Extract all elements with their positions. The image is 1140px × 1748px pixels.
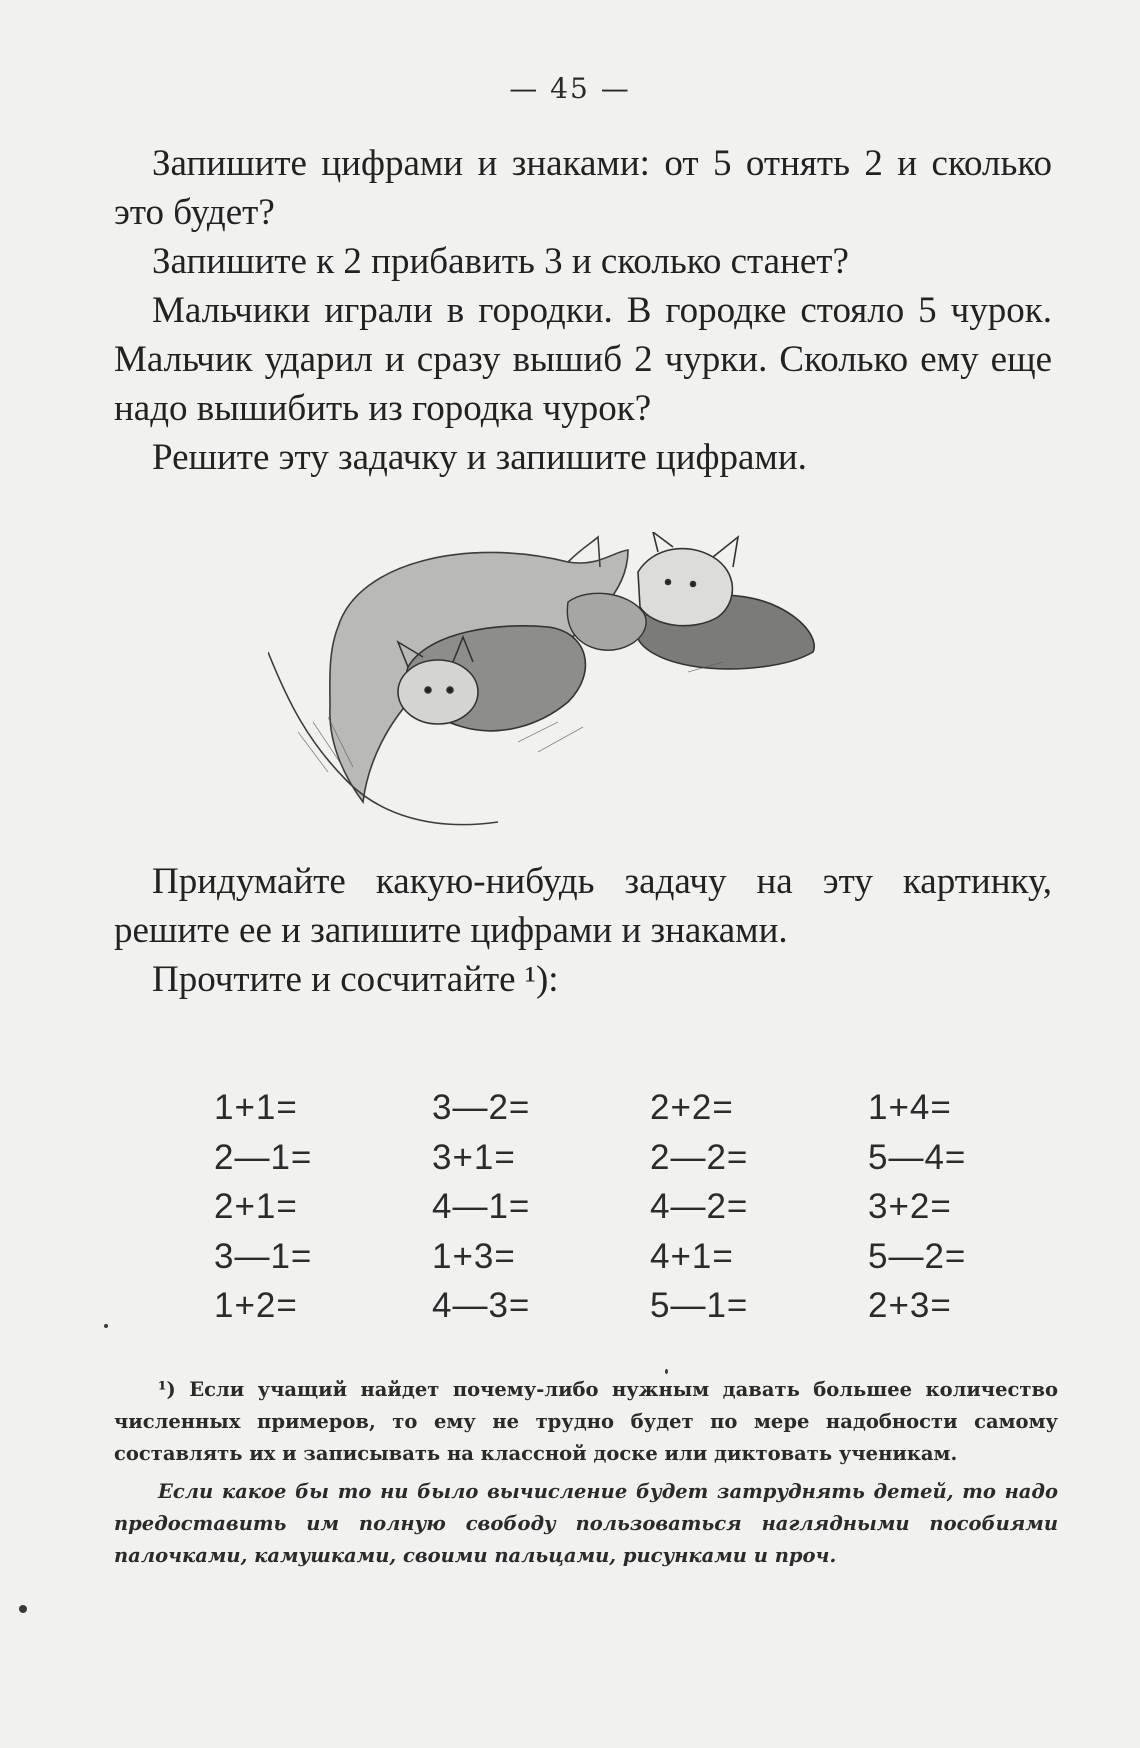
footnote-1: ¹) Если учащий найдет почему-либо нужным давать большее количество численных примеров, то ему не трудно будет по мере надобности самому составлять их и записывать на классной доске или диктовать ученикам.	[114, 1378, 1058, 1465]
arithmetic-expression: 5—1=	[650, 1286, 749, 1325]
arithmetic-expression: 2+1=	[214, 1187, 298, 1226]
page-number: — 45 —	[509, 72, 631, 105]
scan-speck	[104, 1324, 108, 1328]
arithmetic-expression: 4—1=	[432, 1187, 531, 1226]
kitten-sleeping-drawing	[567, 593, 646, 650]
arithmetic-expression: 2—1=	[214, 1137, 313, 1177]
arithmetic-expression: 4+1=	[650, 1236, 734, 1276]
arithmetic-expression: 3—2=	[432, 1088, 531, 1127]
arithmetic-expression: 1+1=	[214, 1088, 298, 1127]
footnotes	[114, 1374, 1058, 1572]
kitten-right-drawing	[636, 532, 814, 669]
arithmetic-expression: 1+3=	[432, 1236, 516, 1276]
scan-speck	[665, 1369, 668, 1374]
arithmetic-expression: 2—2=	[650, 1137, 749, 1177]
cats-illustration	[268, 532, 908, 842]
paragraph: Придумайте какую-нибудь задачу на эту картинку, решите ее и запишите цифрами и знаками.	[114, 861, 1052, 951]
paragraph: Запишите цифрами и знаками: от 5 отнять 2 и сколько это будет?	[114, 143, 1052, 233]
arithmetic-expression: 3—1=	[214, 1236, 313, 1276]
arithmetic-expression: 1+4=	[868, 1088, 952, 1127]
arithmetic-expression: 5—2=	[868, 1236, 967, 1276]
arithmetic-expression: 3+2=	[868, 1187, 952, 1226]
arithmetic-expression: 3+1=	[432, 1137, 516, 1177]
arithmetic-expression: 2+3=	[868, 1286, 952, 1325]
paragraph: Мальчики играли в городки. В городке стояло 5 чурок. Мальчик ударил и сразу вышиб 2 чурки. Сколько ему еще надо вышибить из городка чурок?	[114, 290, 1052, 429]
scan-speck	[19, 1605, 27, 1613]
arithmetic-table	[196, 1083, 996, 1331]
arithmetic-expression: 5—4=	[868, 1137, 967, 1177]
paragraph: Прочтите и сосчитайте ¹):	[152, 959, 559, 1000]
arithmetic-expression: 1+2=	[214, 1286, 298, 1325]
arithmetic-expression: 2+2=	[650, 1088, 734, 1127]
paragraph: Решите эту задачку и запишите цифрами.	[152, 437, 807, 478]
exercise-text-bottom	[114, 857, 1052, 1004]
footnote-2: Если какое бы то ни было вычисление будет затруднять детей, то надо предоставить им полную свободу пользоваться наглядными пособиями палочками, камушками, своими пальцами, рисунками и проч.	[114, 1480, 1058, 1567]
exercise-text-top	[114, 139, 1052, 482]
arithmetic-expression: 4—3=	[432, 1286, 531, 1325]
paragraph: Запишите к 2 прибавить 3 и сколько станет?	[152, 241, 849, 282]
arithmetic-expression: 4—2=	[650, 1187, 749, 1226]
